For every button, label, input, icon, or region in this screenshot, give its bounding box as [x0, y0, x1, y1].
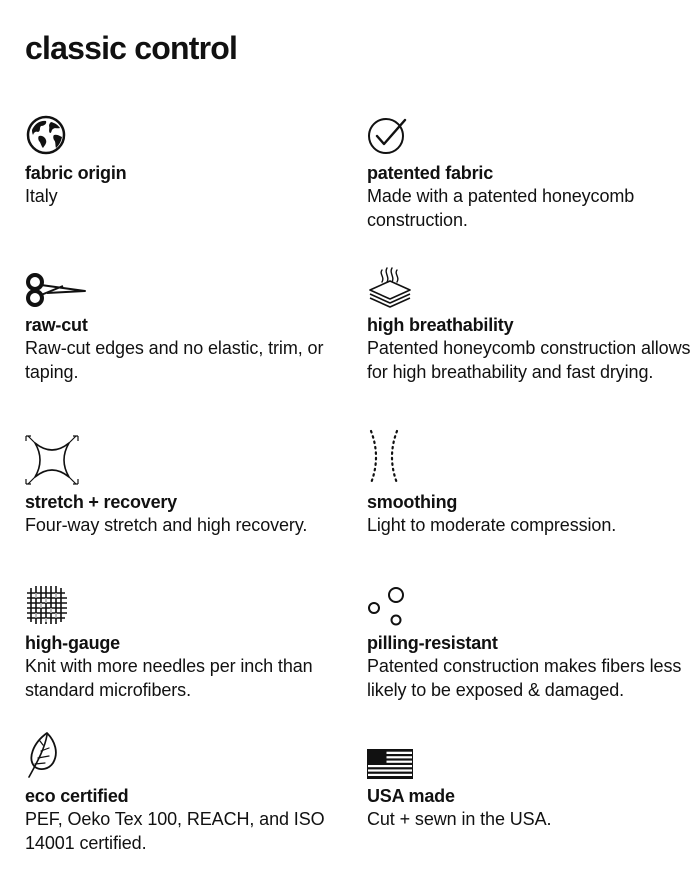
feature-title: pilling-resistant — [367, 633, 498, 653]
feature-usa-made — [367, 735, 692, 832]
feature-fabric-origin — [25, 112, 350, 209]
leaf-icon — [25, 735, 350, 779]
feature-title: high breathability — [367, 315, 514, 335]
bubbles-icon — [367, 582, 692, 626]
scissors-icon — [25, 264, 350, 308]
checkmark-circle-icon — [367, 112, 692, 156]
feature-description: Knit with more needles per inch than standard microfibers. — [25, 656, 313, 700]
feature-description: Made with a patented honeycomb construction. — [367, 186, 635, 230]
knit-grid-icon — [25, 582, 350, 626]
feature-stretch-recovery — [25, 441, 350, 538]
globe-icon — [25, 112, 350, 156]
page-title: classic control — [25, 30, 238, 66]
us-flag-icon — [367, 735, 692, 779]
feature-title: USA made — [367, 786, 455, 806]
feature-description: Light to moderate compression. — [367, 515, 617, 535]
feature-eco-certified — [25, 735, 350, 855]
feature-description: Patented honeycomb construction allows for high breathability and fast drying. — [367, 338, 691, 382]
feature-pilling-resistant — [367, 582, 692, 702]
four-way-stretch-icon — [25, 441, 350, 485]
feature-description: Patented construction makes fibers less likely to be exposed & damaged. — [367, 656, 682, 700]
feature-title: fabric origin — [25, 163, 127, 183]
feature-title: high-gauge — [25, 633, 120, 653]
feature-high-breathability — [367, 264, 692, 384]
feature-description: Cut + sewn in the USA. — [367, 809, 552, 829]
feature-title: patented fabric — [367, 163, 494, 183]
feature-description: PEF, Oeko Tex 100, REACH, and ISO 14001 certified. — [25, 809, 325, 853]
smoothing-curves-icon — [367, 441, 692, 485]
feature-title: smoothing — [367, 492, 458, 512]
feature-patented-fabric — [367, 112, 692, 232]
feature-smoothing — [367, 441, 692, 538]
feature-description: Italy — [25, 186, 58, 206]
feature-title: eco certified — [25, 786, 129, 806]
breathable-layers-icon — [367, 264, 692, 308]
feature-title: raw-cut — [25, 315, 88, 335]
feature-high-gauge — [25, 582, 350, 702]
feature-title: stretch + recovery — [25, 492, 177, 512]
feature-description: Four-way stretch and high recovery. — [25, 515, 308, 535]
feature-raw-cut — [25, 264, 350, 384]
feature-description: Raw-cut edges and no elastic, trim, or taping. — [25, 338, 324, 382]
